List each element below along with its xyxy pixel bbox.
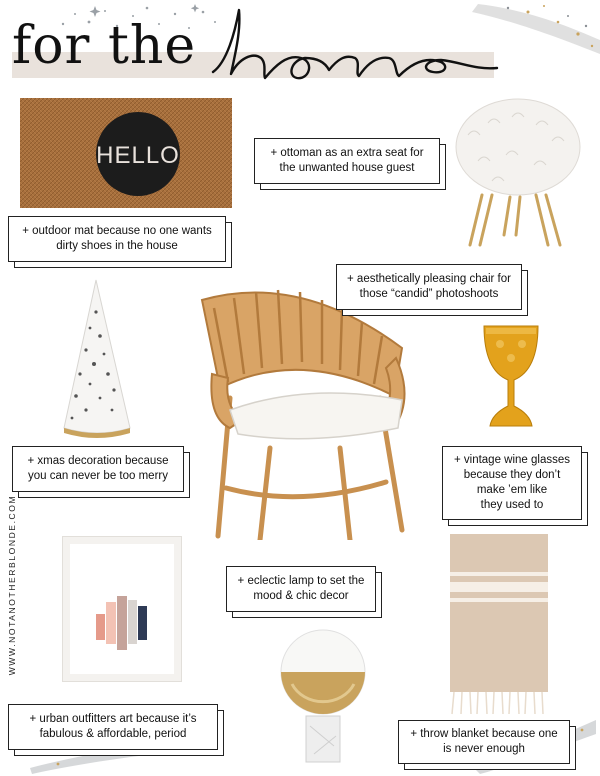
page-title: for the [12, 16, 197, 76]
caption-chair-text: + aesthetically pleasing chair for those “candid” photoshoots [336, 264, 522, 310]
caption-ottoman-text: + ottoman as an extra seat for the unwanted house guest [254, 138, 440, 184]
caption-doormat [8, 216, 226, 262]
doormat-image [20, 98, 232, 208]
caption-throw-blanket-text: + throw blanket because one is never enough [398, 720, 570, 764]
throw-blanket-image [446, 532, 552, 716]
caption-wine-glass-text: + vintage wine glasses because they don’t make ’em like they used to [442, 446, 582, 520]
title-script-text: home [205, 2, 208, 3]
xmas-tree-image [60, 278, 134, 440]
caption-doormat-text: + outdoor mat because no one wants dirty shoes in the house [8, 216, 226, 262]
caption-wine-glass [442, 446, 582, 520]
doormat-hello-text: HELLO [96, 142, 180, 169]
caption-xmas-tree [12, 446, 184, 492]
caption-art-print [8, 704, 218, 750]
caption-xmas-tree-text: + xmas decoration because you can never be too merry [12, 446, 184, 492]
page-title-script [205, 2, 505, 92]
ottoman-image [448, 95, 588, 255]
rattan-chair-image [190, 278, 420, 540]
art-print-image [62, 536, 182, 682]
lamp-image [278, 626, 368, 764]
caption-art-print-text: + urban outfitters art because it’s fabulous & affordable, period [8, 704, 218, 750]
caption-ottoman [254, 138, 440, 184]
wine-glass-image [480, 322, 542, 434]
caption-chair [336, 264, 522, 310]
website-side-text: WWW.NOTANOTHERBLONDE.COM [7, 494, 17, 676]
caption-throw-blanket [398, 720, 570, 764]
caption-lamp-text: + eclectic lamp to set the mood & chic decor [226, 566, 376, 612]
caption-lamp [226, 566, 376, 612]
